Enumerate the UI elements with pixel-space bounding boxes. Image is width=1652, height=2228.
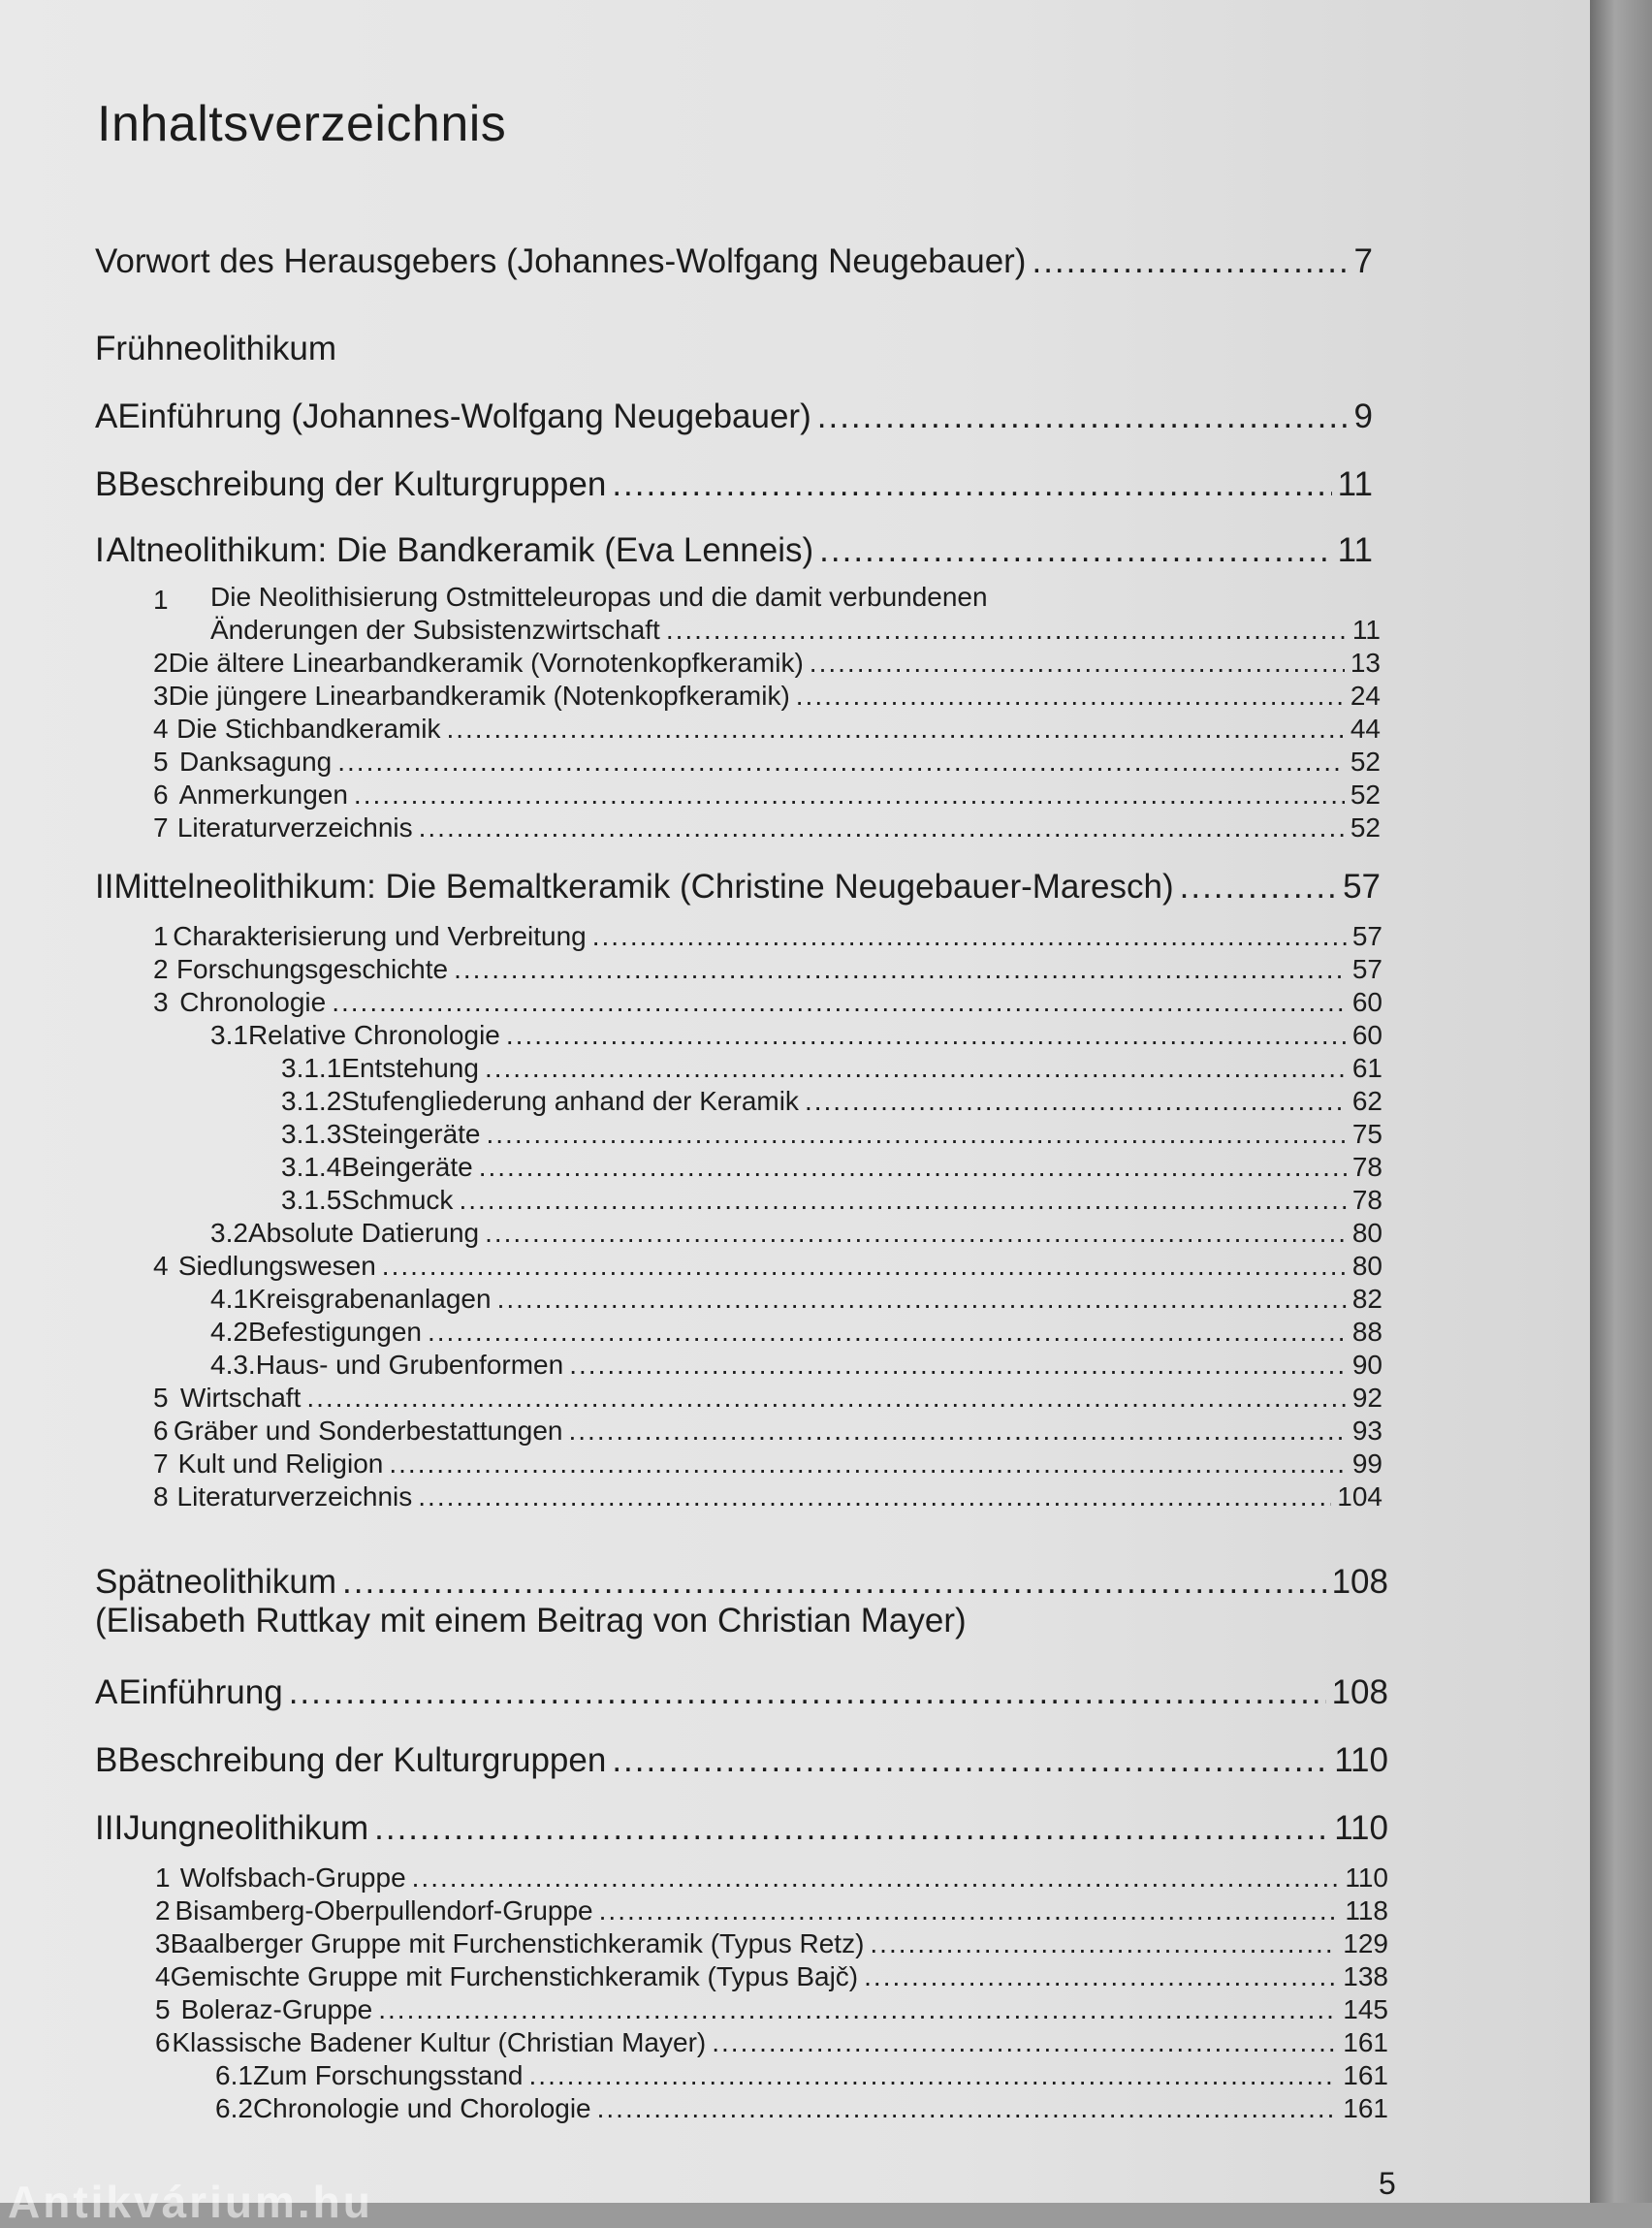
leader-dots	[459, 1185, 1346, 1216]
entry-number: 1	[155, 1862, 171, 1893]
entry-label: Einführung (Johannes-Wolfgang Neugebauer)	[117, 398, 811, 435]
toc-subentry-i-1	[210, 615, 1381, 646]
toc-subentry-iii-3	[155, 1928, 1388, 1959]
leader-dots	[592, 921, 1347, 952]
leader-dots	[342, 1563, 1326, 1602]
entry-page: 11	[1351, 615, 1381, 645]
entry-label: Schmuck	[341, 1185, 454, 1215]
entry-label: Entstehung	[341, 1053, 479, 1083]
entry-page: 57	[1343, 868, 1381, 906]
entry-number: A	[95, 398, 118, 435]
entry-label: Haus- und Grubenformen	[255, 1350, 564, 1380]
entry-label: Baalberger Gruppe mit Furchenstichkeramik (Typus Retz)	[170, 1928, 865, 1958]
page-number: 5	[1379, 2166, 1396, 2201]
entry-number: 3.1.5	[281, 1185, 342, 1215]
entry-label: Jungneolithikum	[123, 1809, 369, 1847]
entry-label: Befestigungen	[247, 1317, 422, 1347]
entry-label: Altneolithikum: Die Bandkeramik (Eva Lenneis)	[106, 531, 814, 569]
toc-subentry-iii-6	[155, 2027, 1388, 2058]
toc-subentry-iii-5	[155, 1994, 1388, 2025]
entry-label: Absolute Datierung	[247, 1218, 480, 1248]
toc-entry-chapter-i	[95, 531, 1373, 570]
toc-subentry-ii-3-1	[210, 1020, 1382, 1051]
entry-label: Chronologie	[179, 987, 327, 1017]
entry-number: II	[95, 868, 114, 906]
entry-page: 108	[1331, 1563, 1388, 1601]
entry-label: Stufengliederung anhand der Keramik	[341, 1086, 799, 1116]
entry-number: 3	[153, 987, 169, 1017]
leader-dots	[332, 987, 1347, 1018]
entry-number: 2	[153, 648, 169, 678]
toc-subentry-ii-3	[153, 987, 1382, 1018]
leader-dots	[497, 1284, 1347, 1315]
toc-subentry-ii-4-1	[210, 1284, 1382, 1315]
entry-page: 108	[1331, 1673, 1388, 1711]
toc-subentry-ii-3-1-1	[281, 1053, 1382, 1084]
toc-subentry-ii-4-3	[210, 1350, 1382, 1381]
entry-number: 3.1.3	[281, 1119, 342, 1149]
entry-label: Gemischte Gruppe mit Furchenstichkeramik (Typus Bajč)	[170, 1961, 859, 1991]
entry-page: 11	[1337, 531, 1373, 569]
toc-subentry-iii-6-2	[215, 2093, 1388, 2124]
entry-number: I	[95, 531, 105, 569]
entry-label: Chronologie und Chorologie	[252, 2093, 591, 2123]
leader-dots	[487, 1119, 1347, 1150]
toc-subentry-number: 1	[153, 585, 169, 615]
entry-label: Änderungen der Subsistenzwirtschaft	[210, 615, 660, 645]
section-authors: (Elisabeth Ruttkay mit einem Beitrag von Christian Mayer)	[95, 1602, 967, 1639]
entry-page: 138	[1343, 1961, 1388, 1991]
entry-number: 3.1.4	[281, 1152, 342, 1182]
leader-dots	[419, 812, 1345, 843]
entry-page: 80	[1351, 1251, 1382, 1281]
entry-page: 7	[1353, 242, 1373, 280]
entry-label: Boleraz-Gruppe	[180, 1994, 373, 2024]
toc-subentry-ii-3-1-2	[281, 1086, 1382, 1117]
entry-label: Beschreibung der Kulturgruppen	[117, 1741, 607, 1779]
toc-subentry-iii-4	[155, 1961, 1388, 1992]
toc-subentry-ii-5	[153, 1383, 1382, 1414]
leader-dots	[374, 1809, 1328, 1848]
toc-subentry-iii-1	[155, 1862, 1388, 1894]
entry-number: 3.1.2	[281, 1086, 342, 1116]
toc-subentry-i-7	[153, 812, 1381, 843]
leader-dots	[712, 2027, 1337, 2058]
watermark: Antikvárium.hu	[8, 2177, 373, 2227]
toc-subentry-i-6	[153, 780, 1381, 811]
toc-subentry-iii-6-1	[215, 2060, 1388, 2091]
entry-label: Danksagung	[179, 747, 333, 777]
toc-subentry-label-line1: Die Neolithisierung Ostmitteleuropas und die damit verbundenen	[210, 582, 988, 612]
toc-subentry-ii-2	[153, 954, 1382, 985]
leader-dots	[1180, 868, 1337, 907]
entry-number: 4.3.	[210, 1350, 256, 1380]
leader-dots	[817, 398, 1349, 436]
toc-subentry-ii-3-1-5	[281, 1185, 1382, 1216]
entry-number: 3.1	[210, 1020, 248, 1050]
entry-page: 75	[1351, 1119, 1382, 1149]
toc-entry-late-b	[95, 1741, 1388, 1780]
entry-page: 118	[1345, 1895, 1388, 1926]
toc-entry-early-b	[95, 465, 1373, 504]
entry-number: 4.1	[210, 1284, 248, 1314]
entry-page: 93	[1351, 1416, 1382, 1446]
entry-number: III	[95, 1809, 124, 1847]
entry-page: 60	[1351, 1020, 1382, 1050]
toc-subentry-ii-4-2	[210, 1317, 1382, 1348]
entry-number: 6	[155, 2027, 171, 2057]
entry-label: Bisamberg-Oberpullendorf-Gruppe	[175, 1895, 593, 1926]
page-title: Inhaltsverzeichnis	[97, 96, 507, 152]
leader-dots	[597, 2093, 1338, 2124]
entry-page: 129	[1343, 1928, 1388, 1958]
leader-dots	[805, 1086, 1347, 1117]
entry-page: 44	[1350, 714, 1381, 744]
entry-page: 78	[1351, 1152, 1382, 1182]
leader-dots	[389, 1448, 1346, 1480]
entry-label: Die ältere Linearbandkeramik (Vornotenkopfkeramik)	[168, 648, 804, 678]
toc-entry-chapter-iii	[95, 1809, 1388, 1848]
entry-page: 161	[1343, 2093, 1388, 2123]
entry-page: 62	[1351, 1086, 1382, 1116]
entry-page: 161	[1343, 2027, 1388, 2057]
leader-dots	[412, 1862, 1340, 1894]
entry-number: 4	[153, 714, 169, 744]
leader-dots	[870, 1928, 1337, 1959]
entry-page: 104	[1337, 1481, 1382, 1512]
entry-page: 57	[1351, 921, 1382, 951]
entry-number: B	[95, 465, 118, 503]
entry-page: 110	[1334, 1809, 1388, 1847]
section-heading-early: Frühneolithikum	[95, 330, 336, 367]
entry-label: Forschungsgeschichte	[175, 954, 449, 984]
page-edge	[1590, 0, 1652, 2203]
toc-subentry-ii-4	[153, 1251, 1382, 1282]
leader-dots	[479, 1152, 1347, 1183]
entry-number: 6	[153, 780, 169, 810]
toc-subentry-ii-3-1-4	[281, 1152, 1382, 1183]
entry-label: Anmerkungen	[178, 780, 348, 810]
entry-page: 90	[1351, 1350, 1382, 1380]
entry-label: Mittelneolithikum: Die Bemaltkeramik (Christine Neugebauer-Maresch)	[113, 868, 1174, 906]
entry-label: Literaturverzeichnis	[176, 1481, 413, 1512]
entry-number: 8	[153, 1481, 169, 1512]
entry-page: 99	[1351, 1448, 1382, 1479]
entry-page: 80	[1351, 1218, 1382, 1248]
entry-page: 61	[1351, 1053, 1382, 1083]
entry-number: 3	[155, 1928, 171, 1958]
leader-dots	[1032, 242, 1348, 281]
toc-subentry-iii-2	[155, 1895, 1388, 1926]
entry-page: 9	[1353, 398, 1373, 435]
entry-number: 6	[153, 1416, 169, 1446]
toc-subentry-i-5	[153, 747, 1381, 778]
entry-page: 13	[1350, 648, 1381, 678]
entry-number: 3	[153, 681, 169, 711]
toc-entry-chapter-ii	[95, 868, 1381, 907]
entry-number: 6.2	[215, 2093, 253, 2123]
toc-subentry-ii-3-1-3	[281, 1119, 1382, 1150]
toc-subentry-i-4	[153, 714, 1381, 745]
entry-number: 3.2	[210, 1218, 248, 1248]
entry-label: Relative Chronologie	[247, 1020, 500, 1050]
toc-subentry-ii-3-2	[210, 1218, 1382, 1249]
entry-number: 2	[153, 954, 169, 984]
toc-subentry-i-2	[153, 648, 1381, 679]
entry-page: 52	[1350, 780, 1381, 810]
entry-page: 57	[1351, 954, 1382, 984]
entry-label: Spätneolithikum	[95, 1563, 337, 1601]
toc-subentry-ii-7	[153, 1448, 1382, 1480]
leader-dots	[810, 648, 1345, 679]
leader-dots	[446, 714, 1344, 745]
entry-label: Vorwort des Herausgebers (Johannes-Wolfgang Neugebauer)	[95, 242, 1027, 280]
entry-label: Einführung	[118, 1673, 283, 1711]
leader-dots	[568, 1416, 1346, 1447]
entry-number: 3.1.1	[281, 1053, 342, 1083]
toc-entry-early-a	[95, 398, 1373, 436]
entry-page: 92	[1351, 1383, 1382, 1413]
entry-label: Wolfsbach-Gruppe	[179, 1862, 406, 1893]
leader-dots	[289, 1673, 1326, 1712]
entry-page: 161	[1343, 2060, 1388, 2090]
toc-entry-foreword	[95, 242, 1373, 281]
leader-dots	[485, 1218, 1347, 1249]
leader-dots	[378, 1994, 1337, 2025]
entry-label: Zum Forschungsstand	[252, 2060, 524, 2090]
leader-dots	[428, 1317, 1347, 1348]
leader-dots	[612, 465, 1331, 504]
leader-dots	[454, 954, 1347, 985]
entry-page: 110	[1334, 1741, 1388, 1779]
toc-subentry-ii-1	[153, 921, 1382, 952]
leader-dots	[666, 615, 1347, 646]
entry-label: Gräber und Sonderbestattungen	[173, 1416, 563, 1446]
leader-dots	[796, 681, 1345, 712]
entry-number: 5	[153, 1383, 169, 1413]
entry-page: 145	[1343, 1994, 1388, 2024]
section-heading-late	[95, 1563, 1388, 1602]
leader-dots	[819, 531, 1332, 570]
leader-dots	[306, 1383, 1346, 1414]
entry-number: 5	[153, 747, 169, 777]
entry-number: 4	[153, 1251, 169, 1281]
leader-dots	[485, 1053, 1347, 1084]
leader-dots	[418, 1481, 1331, 1512]
toc-subentry-ii-6	[153, 1416, 1382, 1447]
entry-label: Kult und Religion	[177, 1448, 384, 1479]
entry-number: 4	[155, 1961, 171, 1991]
entry-label: Steingeräte	[341, 1119, 481, 1149]
entry-label: Wirtschaft	[179, 1383, 302, 1413]
leader-dots	[612, 1741, 1328, 1780]
entry-page: 60	[1351, 987, 1382, 1017]
leader-dots	[529, 2060, 1338, 2091]
entry-page: 88	[1351, 1317, 1382, 1347]
toc-subentry-i-3	[153, 681, 1381, 712]
entry-number: 6.1	[215, 2060, 253, 2090]
leader-dots	[354, 780, 1345, 811]
entry-number: 7	[153, 812, 169, 843]
toc-entry-late-a	[95, 1673, 1388, 1712]
entry-page: 52	[1350, 812, 1381, 843]
toc-subentry-ii-8	[153, 1481, 1382, 1512]
leader-dots	[864, 1961, 1337, 1992]
leader-dots	[599, 1895, 1340, 1926]
entry-label: Beschreibung der Kulturgruppen	[117, 465, 607, 503]
entry-number: B	[95, 1741, 118, 1779]
leader-dots	[506, 1020, 1347, 1051]
entry-number: 2	[155, 1895, 171, 1926]
entry-page: 110	[1345, 1862, 1388, 1893]
entry-number: 7	[153, 1448, 169, 1479]
entry-number: 4.2	[210, 1317, 248, 1347]
entry-page: 11	[1337, 465, 1373, 503]
entry-label: Siedlungswesen	[177, 1251, 376, 1281]
entry-label: Literaturverzeichnis	[176, 812, 413, 843]
entry-page: 24	[1350, 681, 1381, 711]
leader-dots	[337, 747, 1345, 778]
leader-dots	[382, 1251, 1347, 1282]
entry-number: 5	[155, 1994, 171, 2024]
entry-number: A	[95, 1673, 118, 1711]
entry-label: Kreisgrabenanlagen	[247, 1284, 492, 1314]
entry-label: Beingeräte	[341, 1152, 473, 1182]
entry-page: 52	[1350, 747, 1381, 777]
entry-label: Charakterisierung und Verbreitung	[173, 921, 587, 951]
leader-dots	[569, 1350, 1347, 1381]
entry-label: Die Stichbandkeramik	[176, 714, 441, 744]
entry-page: 82	[1351, 1284, 1382, 1314]
entry-page: 78	[1351, 1185, 1382, 1215]
entry-number: 1	[153, 921, 169, 951]
entry-label: Die jüngere Linearbandkeramik (Notenkopfkeramik)	[168, 681, 790, 711]
entry-label: Klassische Badener Kultur (Christian Mayer)	[172, 2027, 707, 2057]
